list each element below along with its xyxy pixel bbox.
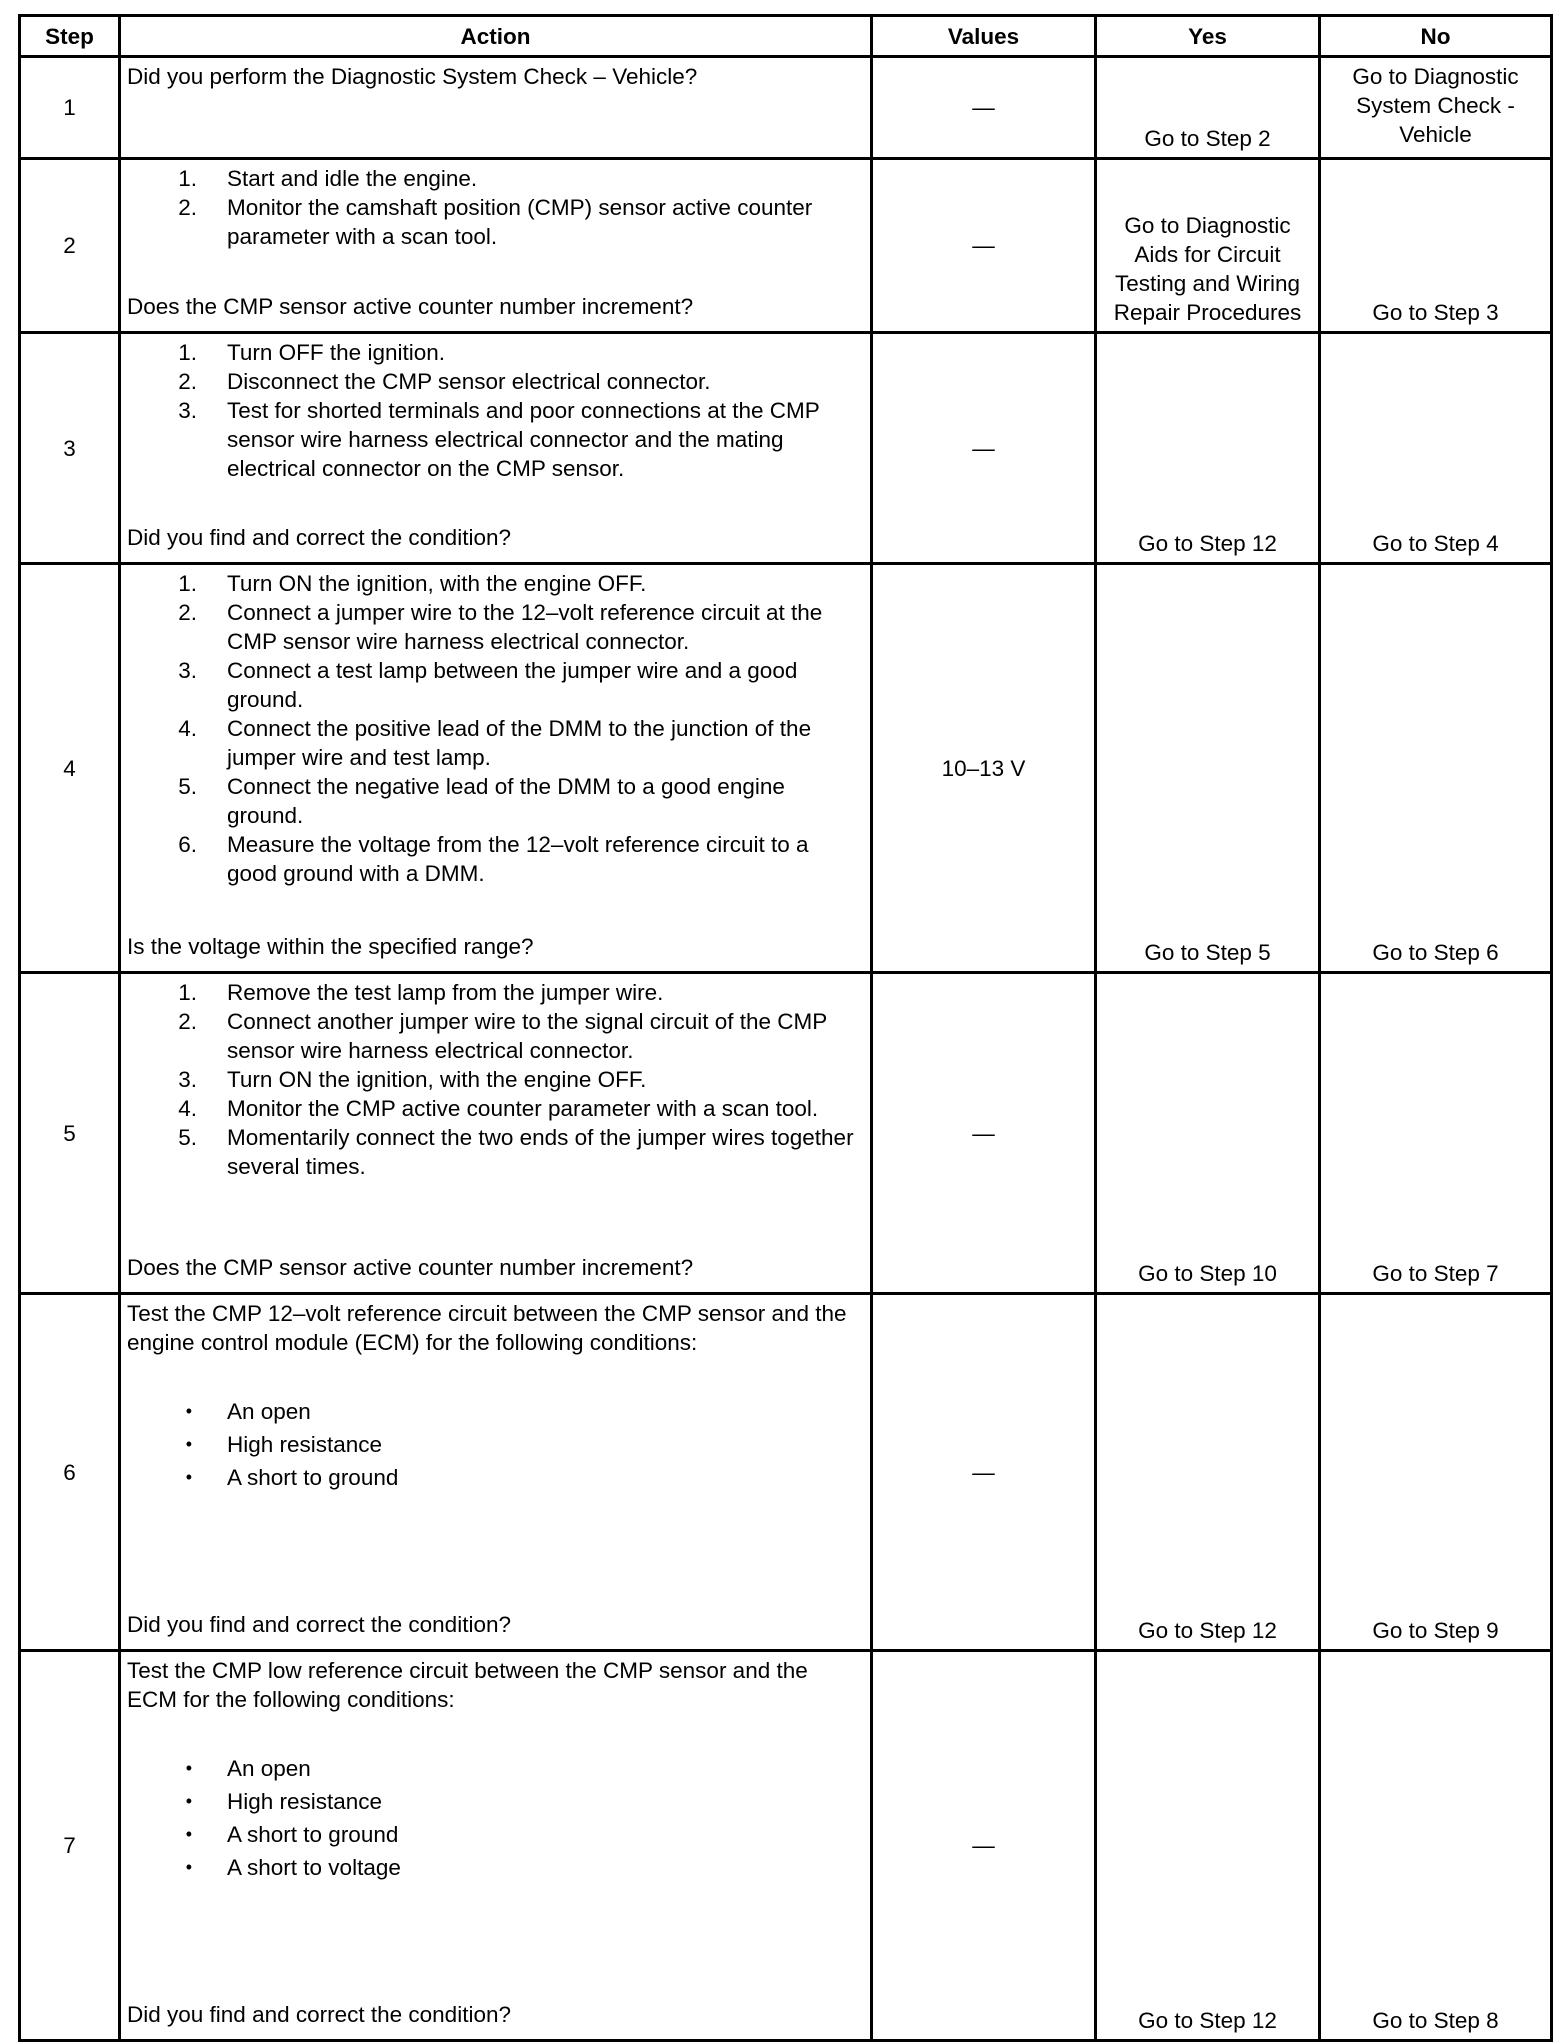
action-step-number: 2.: [178, 369, 197, 394]
step-number: 4: [20, 564, 120, 973]
action-step-item: [127, 569, 862, 598]
yes-link[interactable]: Go to Diagnostic Aids for Circuit Testing and Wiring Repair Procedures: [1096, 159, 1320, 333]
step-number: 2: [20, 159, 120, 333]
action-step-text: Measure the voltage from the 12–volt reference circuit to a good ground with a DMM.: [227, 832, 809, 886]
bullet-icon: •: [185, 1401, 192, 1421]
action-step-text: Connect another jumper wire to the signal circuit of the CMP sensor wire harness electrical connector.: [227, 1009, 827, 1063]
action-intro: Test the CMP low reference circuit between the CMP sensor and the ECM for the following conditions:: [127, 1658, 808, 1712]
action-step-item: [127, 193, 862, 251]
condition-item: [127, 1463, 862, 1492]
action-cell: [120, 57, 872, 159]
table-row: [20, 1294, 1552, 1651]
bullet-icon: •: [185, 1857, 192, 1877]
action-steps: [127, 338, 862, 483]
condition-item: [127, 1430, 862, 1459]
diagnostic-table: [18, 14, 1553, 2042]
bullet-icon: •: [185, 1467, 192, 1487]
bullet-icon: •: [185, 1824, 192, 1844]
action-step-text: Connect the negative lead of the DMM to a good engine ground.: [227, 774, 785, 828]
bullet-icon: •: [185, 1758, 192, 1778]
action-step-number: 4.: [178, 1096, 197, 1121]
action-step-item: [127, 714, 862, 772]
action-step-text: Monitor the CMP active counter parameter with a scan tool.: [227, 1096, 819, 1121]
condition-text: An open: [227, 1399, 311, 1424]
condition-text: An open: [227, 1756, 311, 1781]
condition-text: A short to ground: [227, 1465, 399, 1490]
action-step-item: [127, 396, 862, 483]
table-row: [20, 564, 1552, 973]
table-row: [20, 159, 1552, 333]
values-cell: —: [872, 57, 1096, 159]
action-step-number: 3.: [178, 658, 197, 683]
yes-link[interactable]: Go to Step 2: [1096, 57, 1320, 159]
header-no: No: [1320, 16, 1552, 57]
step-number: 7: [20, 1651, 120, 2041]
action-cell: [120, 973, 872, 1294]
no-link[interactable]: Go to Step 3: [1320, 159, 1552, 333]
action-steps: [127, 164, 862, 251]
values-cell: 10–13 V: [872, 564, 1096, 973]
no-link[interactable]: Go to Step 4: [1320, 333, 1552, 564]
action-step-number: 2.: [178, 600, 197, 625]
header-yes: Yes: [1096, 16, 1320, 57]
bullet-icon: •: [185, 1791, 192, 1811]
step-number: 5: [20, 973, 120, 1294]
table-row: [20, 57, 1552, 159]
action-step-text: Monitor the camshaft position (CMP) sensor active counter parameter with a scan tool.: [227, 195, 813, 249]
action-step-item: [127, 656, 862, 714]
action-intro: Test the CMP 12–volt reference circuit between the CMP sensor and the engine control module (ECM) for the following conditions:: [127, 1301, 847, 1355]
action-step-item: [127, 1007, 862, 1065]
yes-link[interactable]: Go to Step 12: [1096, 333, 1320, 564]
action-steps: [127, 569, 862, 888]
step-number: 3: [20, 333, 120, 564]
action-question: Does the CMP sensor active counter number increment?: [127, 1255, 694, 1280]
action-step-item: [127, 978, 862, 1007]
action-step-number: 5.: [178, 774, 197, 799]
action-question: Did you find and correct the condition?: [127, 525, 511, 550]
action-intro: Did you perform the Diagnostic System Check – Vehicle?: [127, 64, 698, 89]
condition-item: [127, 1853, 862, 1882]
action-step-number: 6.: [178, 832, 197, 857]
action-step-item: [127, 830, 862, 888]
action-step-item: [127, 338, 862, 367]
action-step-text: Turn OFF the ignition.: [227, 340, 446, 365]
action-step-number: 1.: [178, 571, 197, 596]
action-steps: [127, 978, 862, 1181]
condition-text: A short to voltage: [227, 1855, 401, 1880]
action-cell: [120, 1651, 872, 2041]
action-cell: [120, 564, 872, 973]
action-step-text: Disconnect the CMP sensor electrical connector.: [227, 369, 711, 394]
action-step-text: Connect a jumper wire to the 12–volt reference circuit at the CMP sensor wire harness electrical connector.: [227, 600, 823, 654]
no-link[interactable]: Go to Step 9: [1320, 1294, 1552, 1651]
action-step-text: Turn ON the ignition, with the engine OFF.: [227, 1067, 647, 1092]
no-link[interactable]: Go to Step 6: [1320, 564, 1552, 973]
action-step-text: Start and idle the engine.: [227, 166, 478, 191]
bullet-icon: •: [185, 1434, 192, 1454]
action-step-item: [127, 164, 862, 193]
table-row: [20, 1651, 1552, 2041]
header-action: Action: [120, 16, 872, 57]
condition-item: [127, 1397, 862, 1426]
yes-link[interactable]: Go to Step 12: [1096, 1294, 1320, 1651]
action-step-item: [127, 367, 862, 396]
no-link[interactable]: Go to Step 8: [1320, 1651, 1552, 2041]
action-step-text: Connect the positive lead of the DMM to the junction of the jumper wire and test lamp.: [227, 716, 812, 770]
action-question: Does the CMP sensor active counter number increment?: [127, 294, 694, 319]
action-step-number: 2.: [178, 195, 197, 220]
yes-link[interactable]: Go to Step 5: [1096, 564, 1320, 973]
values-cell: —: [872, 1294, 1096, 1651]
action-step-number: 4.: [178, 716, 197, 741]
action-question: Did you find and correct the condition?: [127, 2002, 511, 2027]
action-step-number: 1.: [178, 980, 197, 1005]
table-row: [20, 973, 1552, 1294]
action-step-text: Connect a test lamp between the jumper wire and a good ground.: [227, 658, 798, 712]
action-step-number: 2.: [178, 1009, 197, 1034]
action-cell: [120, 1294, 872, 1651]
values-cell: —: [872, 159, 1096, 333]
table-row: [20, 333, 1552, 564]
condition-text: High resistance: [227, 1789, 383, 1814]
action-step-text: Test for shorted terminals and poor connections at the CMP sensor wire harness electrical connector and the mating electrical connector on the CMP sensor.: [227, 398, 820, 481]
condition-item: [127, 1820, 862, 1849]
action-cell: [120, 333, 872, 564]
yes-link[interactable]: Go to Step 12: [1096, 1651, 1320, 2041]
action-step-item: [127, 1123, 862, 1181]
condition-text: A short to ground: [227, 1822, 399, 1847]
header-step: Step: [20, 16, 120, 57]
yes-link[interactable]: Go to Step 10: [1096, 973, 1320, 1294]
action-step-number: 5.: [178, 1125, 197, 1150]
no-link[interactable]: Go to Step 7: [1320, 973, 1552, 1294]
action-step-text: Remove the test lamp from the jumper wire.: [227, 980, 664, 1005]
no-link[interactable]: Go to Diagnostic System Check - Vehicle: [1320, 57, 1552, 159]
action-step-item: [127, 772, 862, 830]
values-cell: —: [872, 973, 1096, 1294]
step-number: 1: [20, 57, 120, 159]
action-step-item: [127, 1094, 862, 1123]
condition-list: [127, 1754, 862, 1882]
action-step-number: 1.: [178, 166, 197, 191]
action-step-number: 3.: [178, 1067, 197, 1092]
action-question: Is the voltage within the specified range?: [127, 934, 534, 959]
action-step-item: [127, 598, 862, 656]
action-step-number: 1.: [178, 340, 197, 365]
action-cell: [120, 159, 872, 333]
action-step-text: Momentarily connect the two ends of the jumper wires together several times.: [227, 1125, 854, 1179]
action-step-number: 3.: [178, 398, 197, 423]
condition-item: [127, 1787, 862, 1816]
values-cell: —: [872, 333, 1096, 564]
condition-item: [127, 1754, 862, 1783]
condition-text: High resistance: [227, 1432, 383, 1457]
step-number: 6: [20, 1294, 120, 1651]
action-step-text: Turn ON the ignition, with the engine OFF.: [227, 571, 647, 596]
condition-list: [127, 1397, 862, 1492]
header-row: [20, 16, 1552, 57]
header-values: Values: [872, 16, 1096, 57]
values-cell: —: [872, 1651, 1096, 2041]
action-step-item: [127, 1065, 862, 1094]
action-question: Did you find and correct the condition?: [127, 1612, 511, 1637]
